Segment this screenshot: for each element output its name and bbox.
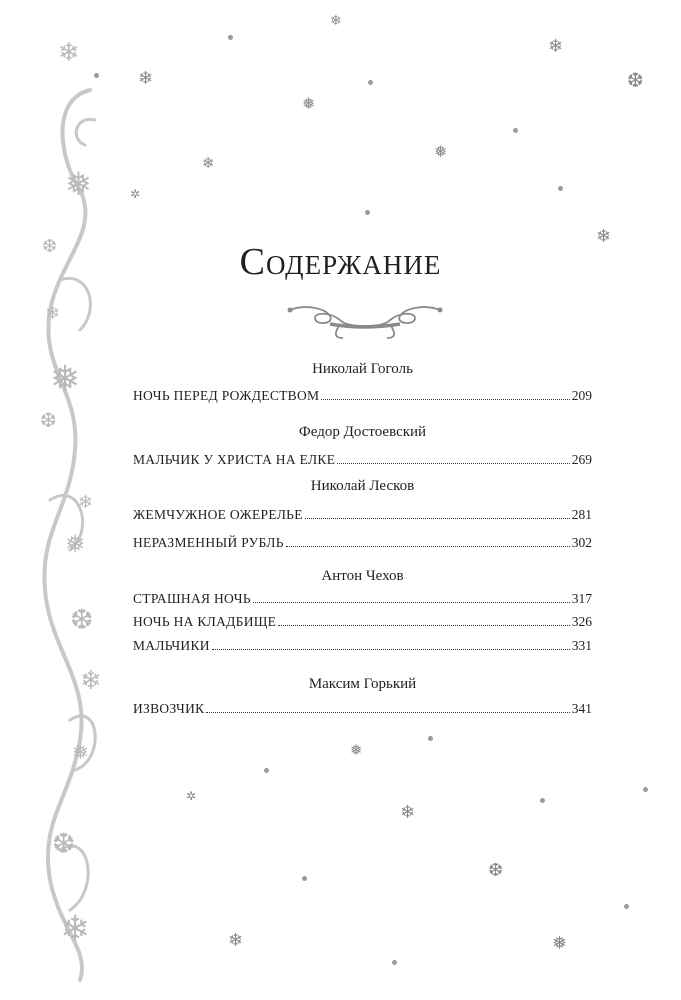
snowflake-icon: ❄ [138,68,154,89]
snowflake-icon: ❅ [434,142,448,161]
snow-dot [643,787,648,792]
toc-entry[interactable] [133,507,592,523]
leader-dots [286,546,570,547]
snow-dot [392,960,397,965]
snowflake-icon: ❄ [330,13,342,29]
toc-entry-page: 326 [571,614,592,629]
snowflake-icon: ❆ [40,408,57,432]
toc-entry-title: МАЛЬЧИКИ [133,638,210,653]
snow-dot [228,35,233,40]
snowflake-icon: ❄ [202,154,215,172]
flourish-divider [285,302,445,342]
snowflake-icon: ❅ [302,94,316,113]
snow-dot [428,736,433,741]
toc-entry[interactable] [133,614,592,630]
leader-dots [253,602,570,603]
snow-dot [624,904,629,909]
toc-entry-page: 331 [571,638,592,653]
toc-entry-page: 302 [571,535,592,550]
leader-dots [206,712,569,713]
snowflake-icon: ❆ [488,860,504,881]
toc-entry-title: МАЛЬЧИК У ХРИСТА НА ЕЛКЕ [133,452,336,467]
snowflake-icon: ❆ [70,603,94,636]
toc-entry-page: 341 [571,701,592,716]
snowflake-icon: ❅ [65,165,92,203]
leader-dots [212,649,570,650]
snow-dot [558,186,563,191]
toc-entry-page: 269 [571,452,592,467]
toc-entry-title: НОЧЬ НА КЛАДБИЩЕ [133,614,277,629]
toc-entry-title: СТРАШНАЯ НОЧЬ [133,591,251,606]
snowflake-icon: ❄ [45,303,61,324]
snowflake-icon: ❄ [80,666,102,696]
snowflake-icon: ❄ [548,36,564,57]
toc-author: Антон Чехов [321,568,404,584]
toc-entry-page: 209 [571,388,592,403]
snow-dot [94,73,99,78]
toc-entry[interactable] [133,638,592,654]
toc-author: Максим Горький [308,676,417,692]
toc-entry[interactable] [133,535,592,551]
toc-entry-title: ИЗВОЗЧИК [133,701,205,716]
snowflake-icon: ❄ [58,38,80,68]
toc-author: Федор Достоевский [298,424,427,440]
snowflake-icon: ❄ [60,909,91,950]
snowflake-icon: ❅ [350,741,363,759]
toc-entry[interactable] [133,388,592,404]
leader-dots [337,463,570,464]
snow-dot [264,768,269,773]
toc-author: Николай Гоголь [312,361,413,377]
snow-dot [368,80,373,85]
toc-entry-title: ЖЕМЧУЖНОЕ ОЖЕРЕЛЬЕ [133,507,303,522]
toc-entry-title: НОЧЬ ПЕРЕД РОЖДЕСТВОМ [133,388,320,403]
snow-dot [513,128,518,133]
leader-dots [278,625,570,626]
snowflake-icon: ✲ [186,789,197,803]
snow-dot [540,798,545,803]
leader-dots [321,399,569,400]
toc-entry[interactable] [133,452,592,468]
snowflake-icon: ❅ [65,530,86,558]
snow-dot [365,210,370,215]
toc-author: Николай Лесков [310,478,415,494]
snowflake-icon: ❄ [596,226,612,247]
toc-entry[interactable] [133,701,592,717]
toc-entry-title: НЕРАЗМЕННЫЙ РУБЛЬ [133,535,284,550]
snowflake-icon: ❄ [228,930,244,951]
page-title: Содержание [239,241,442,283]
leader-dots [305,518,570,519]
toc-entry-page: 281 [571,507,592,522]
snowflake-icon: ✲ [130,187,141,201]
snowflake-icon: ❄ [400,802,416,823]
snowflake-icon: ❅ [552,933,568,954]
snowflake-icon: ❆ [627,68,644,92]
toc-entry-page: 317 [571,591,592,606]
snowflake-icon: ❅ [72,740,89,764]
snowflake-icon: ❄ [78,492,94,513]
snowflake-icon: ❆ [52,827,76,860]
snowflake-icon: ❅ [50,359,81,400]
snow-dot [302,876,307,881]
snowflake-icon: ❆ [42,236,58,257]
toc-entry[interactable] [133,591,592,607]
